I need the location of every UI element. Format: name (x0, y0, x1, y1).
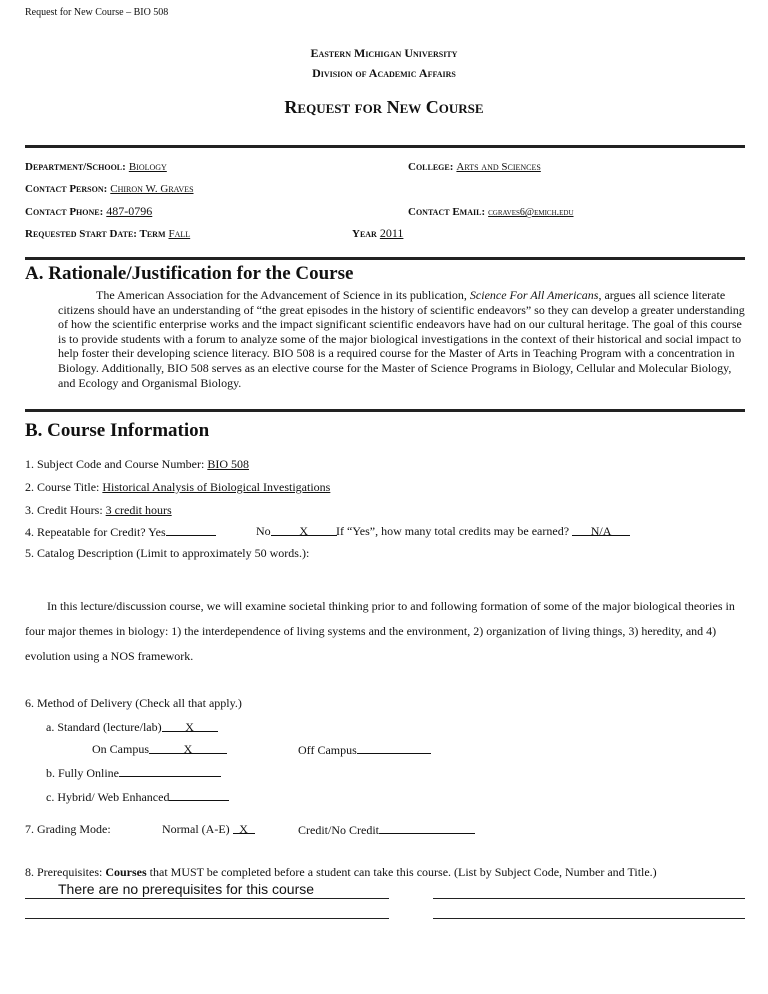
item-value: Historical Analysis of Biological Investigations (102, 480, 331, 494)
year-value: 2011 (379, 226, 404, 240)
item-catalog-label: 5. Catalog Description (Limit to approximately 50 words.): (25, 546, 310, 560)
running-header: Request for New Course – BIO 508 (25, 7, 169, 18)
credit-blank (379, 822, 475, 834)
rationale-text: , argues all science literate citizens should have an understanding of “the great episodes in the history of scientific endeavors” so they can develop a greater understanding of how the scientific enterprise works and the impact significant scientific endeavors have had on our cultural heritage. The goal of this course is to provide students with a forum to analyze some of the major biological investigations in the context of their historical and social impact to help foster their developing science literacy. BIO 508 is a required course for the Master of Arts in Teaching Program with a concentration in Biology. Additionally, BIO 508 serves as an elective course for the Master of Science Programs in Biology, Cellular and Molecular Biology, and Ecology and Organismal Biology. (58, 288, 745, 390)
item-value: BIO 508 (207, 457, 249, 471)
delivery-hybrid (46, 789, 229, 805)
normal-label: Normal (A-E) (162, 822, 230, 836)
divider (25, 257, 745, 260)
department-row (25, 159, 167, 174)
normal-value: X (233, 822, 255, 834)
credits-question: If “Yes”, how many total credits may be earned? (336, 524, 570, 538)
item-label: 2. Course Title: (25, 480, 103, 494)
year-label: Year (352, 228, 377, 240)
contact-email-value: cgraves6@emich.edu (488, 207, 574, 218)
contact-person-row (25, 181, 194, 196)
no-value: X (271, 524, 337, 536)
hybrid-label: c. Hybrid/ Web Enhanced (46, 790, 170, 804)
online-blank (119, 765, 221, 777)
university-name: Eastern Michigan University (310, 46, 458, 60)
term-value: Fall (168, 228, 191, 240)
item-label: 8. Prerequisites: (25, 865, 106, 879)
department-value: Biology (128, 161, 167, 173)
contact-phone-label: Contact Phone: (25, 206, 104, 218)
credits-value: N/A (572, 524, 630, 536)
item-total-credits (336, 524, 630, 539)
online-label: b. Fully Online (46, 766, 120, 780)
delivery-off-campus (298, 742, 431, 758)
item-label-rest: that MUST be completed before a student can take this course. (List by Subject Code, Number and Title.) (146, 865, 657, 879)
item-delivery-label: 6. Method of Delivery (Check all that apply.) (25, 696, 242, 710)
form-title: Request for New Course (284, 97, 484, 117)
section-b-heading (25, 420, 209, 442)
contact-phone-row (25, 204, 152, 219)
department-label: Department/School: (25, 161, 126, 173)
item-value: 3 credit hours (105, 503, 172, 517)
standard-value: X (162, 720, 218, 732)
prereq-line (433, 898, 745, 899)
contact-person-value: Chiron W. Graves (110, 183, 194, 195)
college-label: College: (408, 161, 454, 173)
item-label: 3. Credit Hours: (25, 503, 106, 517)
contact-person-label: Contact Person: (25, 183, 108, 195)
divider (25, 409, 745, 412)
contact-email-row (408, 204, 574, 219)
prereq-line (433, 918, 745, 919)
contact-phone-value: 487-0796 (106, 204, 153, 218)
delivery-on-campus (92, 742, 227, 757)
item-repeatable (25, 524, 216, 540)
hybrid-blank (169, 789, 229, 801)
item-repeatable-no (256, 524, 337, 539)
item-subject-code (25, 457, 249, 472)
no-label: No (256, 524, 271, 538)
divider (25, 145, 745, 148)
rationale-text: The American Association for the Advancement of Science in its publication, (96, 288, 470, 302)
section-a-title: A. Rationale/Justification for the Course (25, 263, 354, 284)
item-prerequisites (25, 865, 657, 880)
delivery-standard (46, 720, 218, 735)
yes-blank (166, 524, 216, 536)
contact-email-label: Contact Email: (408, 206, 486, 218)
division-name: Division of Academic Affairs (312, 66, 456, 80)
grading-normal (162, 822, 255, 837)
prereq-line (25, 918, 389, 919)
year-row (352, 226, 403, 241)
publication-title: Science For All Americans (469, 288, 599, 302)
courses-bold: Courses (105, 865, 147, 879)
off-campus-label: Off Campus (298, 743, 357, 757)
college-value: Arts and Sciences (456, 161, 541, 173)
grading-credit (298, 822, 475, 838)
catalog-description: In this lecture/discussion course, we will examine societal thinking prior to and following formation of some of the major biological theories in four major themes in biology: 1) the interdependence of living systems and the environment, 2) organization of living things, 3) heredity, and 4) evolution using a NOS framework. (25, 599, 735, 663)
delivery-online (46, 765, 221, 781)
prerequisite-value: There are no prerequisites for this course (58, 881, 315, 897)
start-date-label: Requested Start Date: Term (25, 228, 166, 240)
rationale-paragraph (58, 288, 748, 390)
college-row (408, 159, 541, 174)
item-grading-label: 7. Grading Mode: (25, 822, 111, 836)
on-campus-label: On Campus (92, 742, 149, 756)
credit-label: Credit/No Credit (298, 823, 379, 837)
off-campus-blank (357, 742, 431, 754)
item-label: 1. Subject Code and Course Number: (25, 457, 208, 471)
item-course-title (25, 480, 330, 495)
section-a-heading (25, 263, 353, 285)
prereq-line (25, 898, 389, 899)
on-campus-value: X (149, 742, 227, 754)
standard-label: a. Standard (lecture/lab) (46, 720, 162, 734)
item-credit-hours (25, 503, 172, 518)
item-label: 4. Repeatable for Credit? Yes (25, 525, 166, 539)
start-date-row (25, 226, 190, 241)
section-b-title: B. Course Information (25, 420, 210, 441)
